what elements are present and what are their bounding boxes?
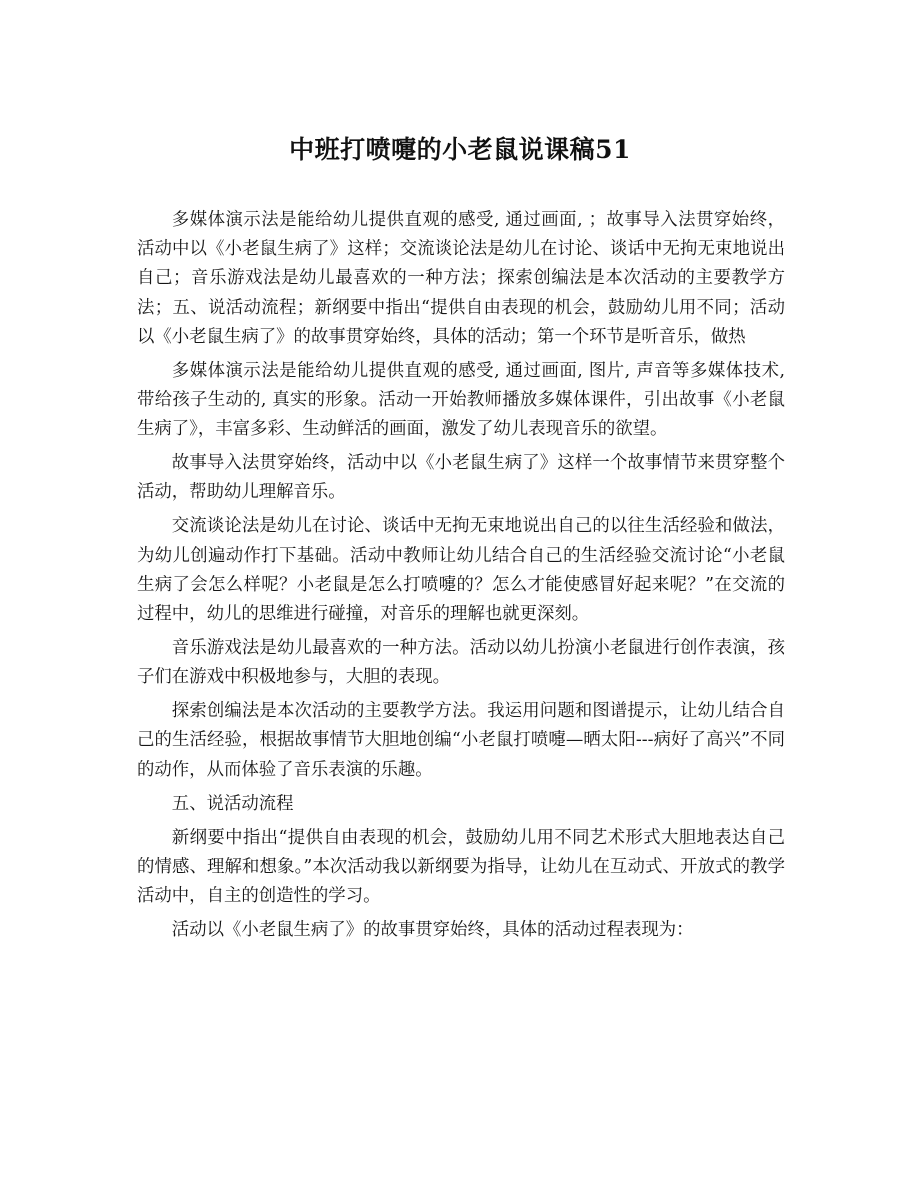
paragraph: 多媒体演示法是能给幼儿提供直观的感受, 通过画面, 图片, 声音等多媒体技术, 带给孩子生动的, 真实的形象。活动一开始教师播放多媒体课件，引出故事《小老鼠生病了》，丰富多彩、生动鲜活的画面，激发了幼儿表现音乐的欲望。 [137,360,785,440]
document-body [137,206,785,950]
section-heading: 五、说活动流程 [171,793,294,814]
paragraph: 交流谈论法是幼儿在讨论、谈话中无拘无束地说出自己的以往生活经验和做法，为幼儿创遍动作打下基础。活动中教师让幼儿结合自己的生活经验交流讨论“小老鼠生病了会怎么样呢？小老鼠是怎么打喷嚏的？怎么才能使感冒好起来呢？”在交流的过程中，幼儿的思维进行碰撞，对音乐的理解也就更深刻。 [137,516,785,625]
paragraph: 活动以《小老鼠生病了》的故事贯穿始终，具体的活动过程表现为： [171,920,694,941]
paragraph: 音乐游戏法是幼儿最喜欢的一种方法。活动以幼儿扮演小老鼠进行创作表演，孩子们在游戏中积极地参与，大胆的表现。 [137,638,785,688]
paragraph: 故事导入法贯穿始终，活动中以《小老鼠生病了》这样一个故事情节来贯穿整个活动，帮助幼儿理解音乐。 [137,453,785,503]
paragraph: 多媒体演示法是能给幼儿提供直观的感受, 通过画面, ；故事导入法贯穿始终，活动中以《小老鼠生病了》这样；交流谈论法是幼儿在讨论、谈话中无拘无束地说出自己；音乐游戏法是幼儿最喜欢的一种方法；探索创编法是本次活动的主要教学方法；五、说活动流程；新纲要中指出“提供自由表现的机会，鼓励幼儿用不同；活动以《小老鼠生病了》的故事贯穿始终，具体的活动；第一个环节是听音乐，做热 [137,210,785,347]
paragraph: 新纲要中指出“提供自由表现的机会，鼓励幼儿用不同艺术形式大胆地表达自己的情感、理解和想象。”本次活动我以新纲要为指导，让幼儿在互动式、开放式的教学活动中，自主的创造性的学习。 [137,827,785,907]
document-title: 中班打喷嚏的小老鼠说课稿51 [289,135,631,164]
paragraph: 探索创编法是本次活动的主要教学方法。我运用问题和图谱提示，让幼儿结合自己的生活经验，根据故事情节大胆地创编“小老鼠打喷嚏—晒太阳---病好了高兴”不同的动作，从而体验了音乐表演的乐趣。 [137,701,785,780]
